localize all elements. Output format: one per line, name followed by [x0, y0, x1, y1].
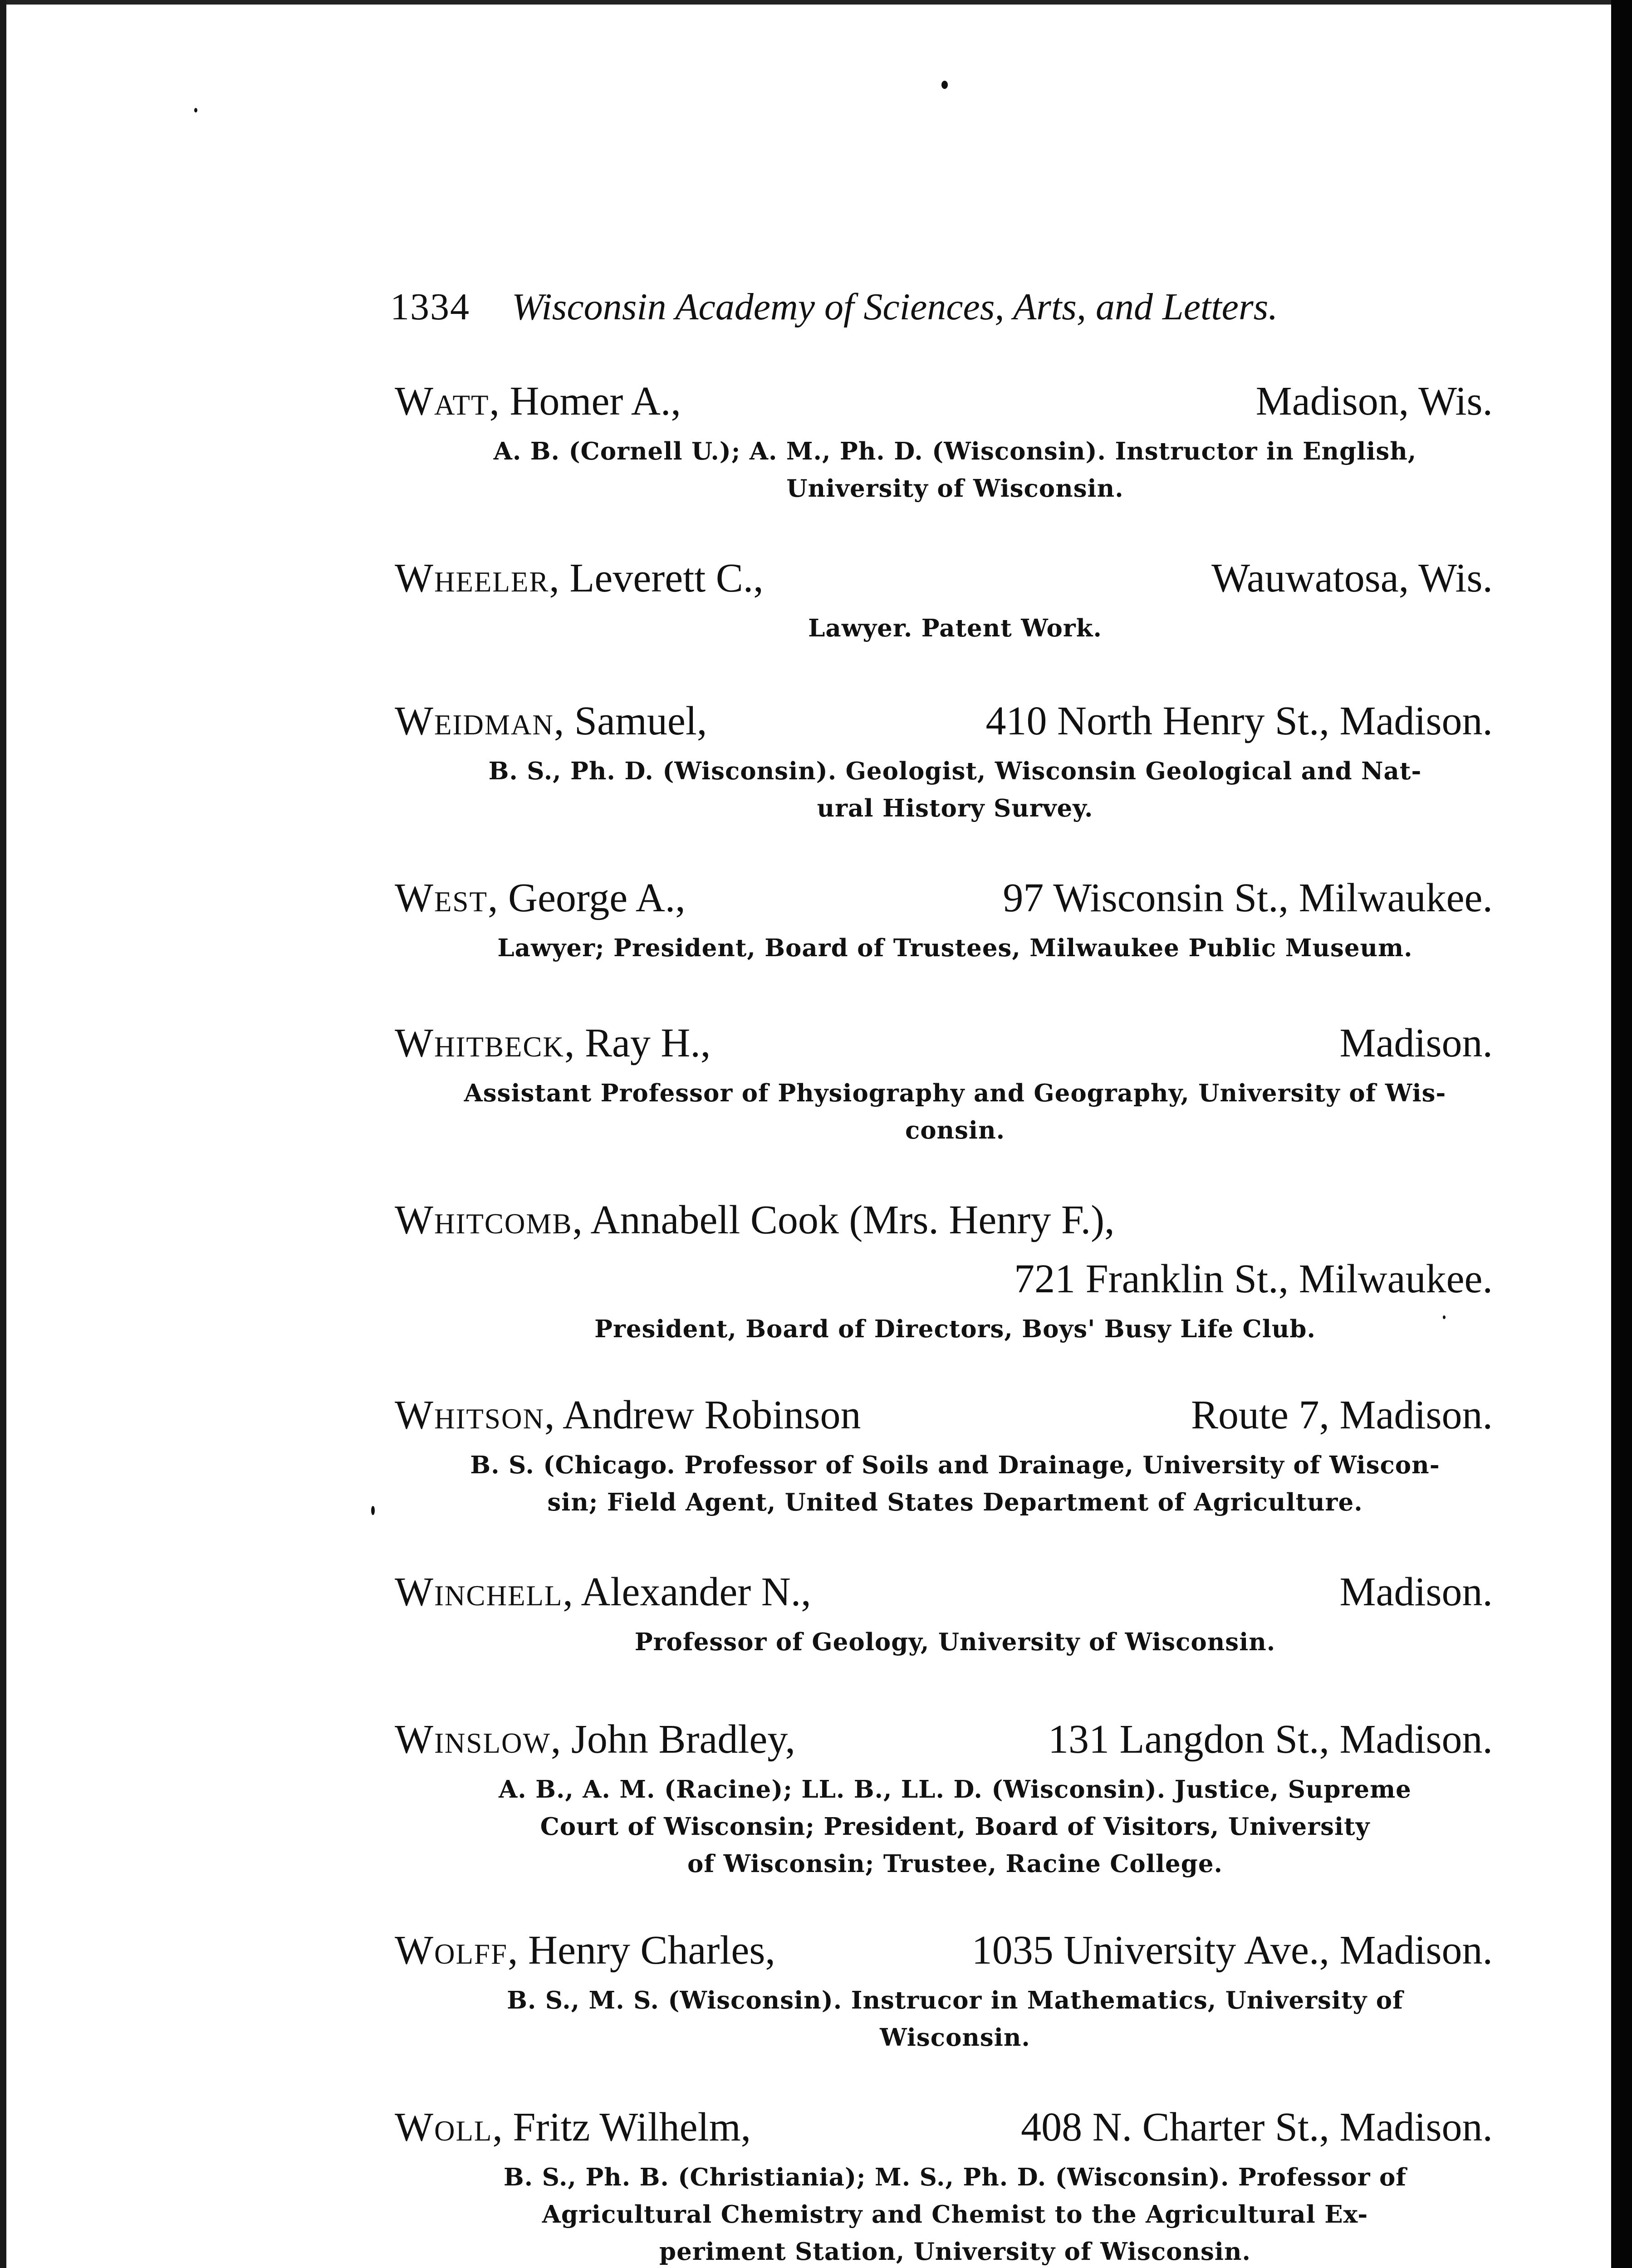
scan-speck — [194, 108, 197, 112]
member-entry — [395, 2098, 1493, 2268]
description-line: Lawyer. Patent Work. — [808, 614, 1102, 642]
member-address: Madison. — [1339, 1569, 1493, 1614]
member-address: Madison. — [1339, 1021, 1493, 1066]
member-address: Madison, Wis. — [1255, 379, 1493, 424]
member-given-name: , Homer A., — [489, 379, 681, 424]
page-header — [390, 279, 1407, 334]
entry-heading — [395, 1014, 1493, 1073]
member-entry — [395, 1386, 1493, 1521]
member-description — [395, 1623, 1493, 1661]
member-entry — [395, 1710, 1493, 1882]
entry-heading — [395, 869, 1493, 928]
entry-heading — [395, 1921, 1493, 1980]
scan-speck — [941, 81, 948, 89]
member-surname: Wolff — [395, 1928, 508, 1973]
member-entry — [395, 1014, 1493, 1149]
member-name — [395, 1921, 775, 1980]
member-given-name: , John Bradley, — [550, 1717, 795, 1762]
description-line: Agricultural Chemistry and Chemist to the Agricultural Ex- — [542, 2200, 1368, 2229]
description-line: consin. — [905, 1116, 1005, 1144]
member-name — [395, 549, 764, 608]
member-name — [395, 869, 686, 928]
member-surname: West — [395, 875, 488, 920]
member-description — [395, 929, 1493, 967]
member-description — [395, 753, 1493, 827]
member-name — [395, 1563, 811, 1622]
scan-border-right — [1611, 0, 1632, 2268]
member-description — [395, 1310, 1493, 1348]
member-address: 131 Langdon St., Madison. — [1048, 1717, 1493, 1762]
member-address: Wauwatosa, Wis. — [1211, 556, 1493, 601]
member-description — [395, 1447, 1493, 1521]
member-given-name: , Annabell Cook (Mrs. Henry F.), — [572, 1198, 1115, 1242]
member-name — [395, 1014, 711, 1073]
member-description — [395, 1771, 1493, 1882]
member-surname: Winchell — [395, 1569, 563, 1614]
member-entry — [395, 1921, 1493, 2056]
member-surname: Watt — [395, 379, 490, 424]
member-given-name: , Fritz Wilhelm, — [492, 2105, 751, 2150]
member-address: 408 N. Charter St., Madison. — [1021, 2105, 1493, 2150]
member-name — [395, 1191, 1115, 1250]
entry-heading — [395, 2098, 1493, 2157]
member-entry — [395, 1563, 1493, 1661]
member-address: 97 Wisconsin St., Milwaukee. — [1003, 875, 1493, 920]
description-line: Lawyer; President, Board of Trustees, Milwaukee Public Museum. — [497, 934, 1413, 962]
description-line: B. S. (Chicago. Professor of Soils and Drainage, University of Wiscon- — [470, 1451, 1440, 1479]
description-line: sin; Field Agent, United States Department of Agriculture. — [547, 1488, 1363, 1516]
member-address: 410 North Henry St., Madison. — [985, 699, 1493, 743]
entry-heading — [395, 1386, 1493, 1445]
member-surname: Weidman — [395, 699, 554, 743]
entry-heading — [395, 1710, 1493, 1769]
description-line: Court of Wisconsin; President, Board of Visitors, University — [540, 1813, 1370, 1841]
member-given-name: , Ray H., — [564, 1021, 711, 1066]
page-number: 1334 — [390, 286, 470, 328]
member-entry — [395, 549, 1493, 647]
scan-border-left — [0, 0, 6, 2268]
description-line: Wisconsin. — [880, 2024, 1030, 2052]
entry-heading — [395, 692, 1493, 751]
scan-border-top — [0, 0, 1632, 5]
member-given-name: , George A., — [487, 875, 686, 920]
member-description — [395, 1075, 1493, 1149]
member-given-name: , Samuel, — [554, 699, 707, 743]
member-given-name: , Andrew Robinson — [544, 1393, 861, 1437]
description-line: B. S., M. S. (Wisconsin). Instrucor in Mathematics, University of — [507, 1986, 1403, 2014]
member-entry — [395, 692, 1493, 827]
member-name — [395, 1710, 795, 1769]
description-line: University of Wisconsin. — [786, 474, 1124, 503]
description-line: President, Board of Directors, Boys' Busy Life Club. — [594, 1315, 1316, 1343]
description-line: Professor of Geology, University of Wisconsin. — [634, 1628, 1276, 1656]
member-given-name: , Leverett C., — [549, 556, 764, 601]
member-description — [395, 2159, 1493, 2268]
description-line: A. B., A. M. (Racine); LL. B., LL. D. (Wisconsin). Justice, Supreme — [499, 1775, 1411, 1804]
scan-speck — [371, 1506, 375, 1515]
member-address: Route 7, Madison. — [1191, 1393, 1493, 1437]
entry-heading — [395, 1563, 1493, 1622]
member-name — [395, 1386, 861, 1445]
member-name — [395, 2098, 751, 2157]
description-line: ural History Survey. — [817, 794, 1093, 822]
description-line: periment Station, University of Wisconsin. — [659, 2238, 1251, 2266]
journal-title: Wisconsin Academy of Sciences, Arts, and Letters. — [512, 286, 1278, 328]
description-line: B. S., Ph. D. (Wisconsin). Geologist, Wisconsin Geological and Nat- — [488, 757, 1422, 785]
description-line: Assistant Professor of Physiography and Geography, University of Wis- — [464, 1079, 1446, 1107]
member-description — [395, 433, 1493, 507]
member-description — [395, 610, 1493, 647]
description-line: B. S., Ph. B. (Christiania); M. S., Ph. D. (Wisconsin). Professor of — [503, 2163, 1407, 2191]
entry-heading — [395, 372, 1493, 431]
member-surname: Wheeler — [395, 556, 549, 601]
member-name — [395, 372, 681, 431]
member-address: 721 Franklin St., Milwaukee. — [1014, 1256, 1493, 1301]
member-name — [395, 692, 707, 751]
member-given-name: , Alexander N., — [563, 1569, 811, 1614]
member-surname: Woll — [395, 2105, 493, 2150]
member-entry — [395, 869, 1493, 967]
member-surname: Whitbeck — [395, 1021, 564, 1066]
description-line: of Wisconsin; Trustee, Racine College. — [687, 1850, 1223, 1878]
member-entry — [395, 1191, 1493, 1348]
member-address: 1035 University Ave., Madison. — [971, 1928, 1493, 1973]
member-surname: Whitson — [395, 1393, 544, 1437]
entry-heading — [395, 1191, 1493, 1250]
member-surname: Whitcomb — [395, 1198, 573, 1242]
member-surname: Winslow — [395, 1717, 551, 1762]
description-line: A. B. (Cornell U.); A. M., Ph. D. (Wisconsin). Instructor in English, — [493, 437, 1417, 465]
member-description — [395, 1982, 1493, 2056]
member-entry — [395, 372, 1493, 507]
member-given-name: , Henry Charles, — [508, 1928, 775, 1973]
entry-address-line — [395, 1250, 1493, 1309]
entry-heading — [395, 549, 1493, 608]
